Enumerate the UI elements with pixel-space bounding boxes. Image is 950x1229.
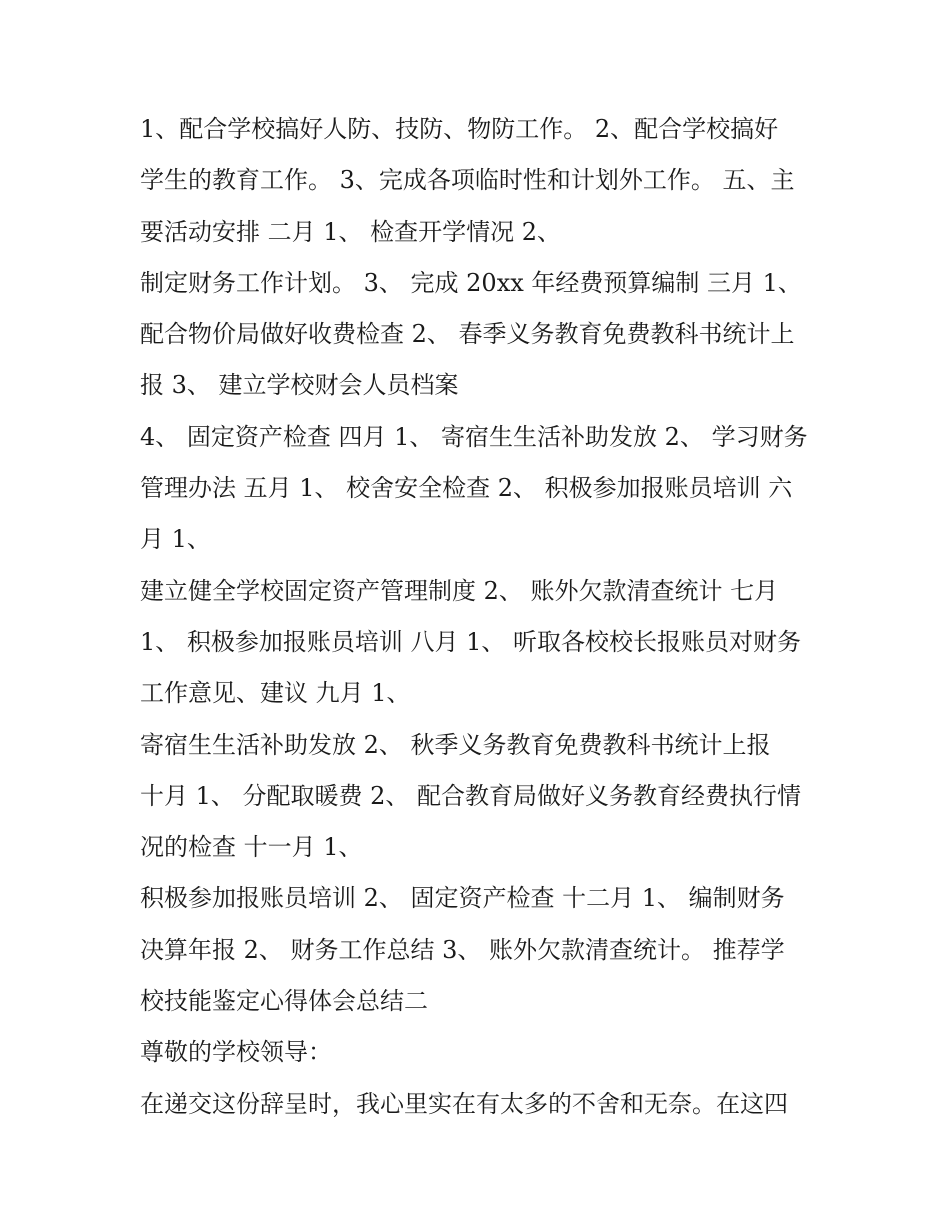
- text-line: 月 1、: [140, 525, 211, 554]
- text-line: 工作意见、建议 九月 1、: [140, 679, 411, 708]
- text-line: 十月 1、 分配取暖费 2、 配合教育局做好义务教育经费执行情: [140, 781, 802, 810]
- salutation: 尊敬的学校领导：: [140, 1038, 332, 1067]
- text-line: 配合物价局做好收费检查 2、 春季义务教育免费教科书统计上: [140, 320, 795, 349]
- text-line: 1、配合学校搞好人防、技防、物防工作。 2、配合学校搞好: [140, 115, 779, 143]
- document-body: [140, 104, 820, 1130]
- text-line: 积极参加报账员培训 2、 固定资产检查 十二月 1、 编制财务: [140, 884, 785, 913]
- text-line: 学生的教育工作。 3、完成各项临时性和计划外工作。 五、主: [140, 166, 795, 195]
- text-line: 报 3、 建立学校财会人员档案: [140, 371, 459, 400]
- text-line: 建立健全学校固定资产管理制度 2、 账外欠款清查统计 七月: [140, 576, 779, 605]
- text-line: 决算年报 2、 财务工作总结 3、 账外欠款清查统计。 推荐学: [140, 935, 785, 964]
- text-line: 制定财务工作计划。 3、 完成 20xx 年经费预算编制 三月 1、: [140, 268, 802, 297]
- text-line: 管理办法 五月 1、 校舍安全检查 2、 积极参加报账员培训 六: [140, 474, 793, 503]
- text-line: 寄宿生生活补助发放 2、 秋季义务教育免费教科书统计上报: [140, 730, 771, 759]
- text-line: 要活动安排 二月 1、 检查开学情况 2、: [140, 217, 562, 246]
- text-line: 1、 积极参加报账员培训 八月 1、 听取各校校长报账员对财务: [140, 627, 802, 656]
- text-line: 况的检查 十一月 1、: [140, 833, 363, 862]
- text-line: 4、 固定资产检查 四月 1、 寄宿生生活补助发放 2、 学习财务: [140, 422, 808, 451]
- text-line: 校技能鉴定心得体会总结二: [140, 987, 428, 1016]
- text-line: 在递交这份辞呈时，我心里实在有太多的不舍和无奈。在这四: [140, 1089, 788, 1118]
